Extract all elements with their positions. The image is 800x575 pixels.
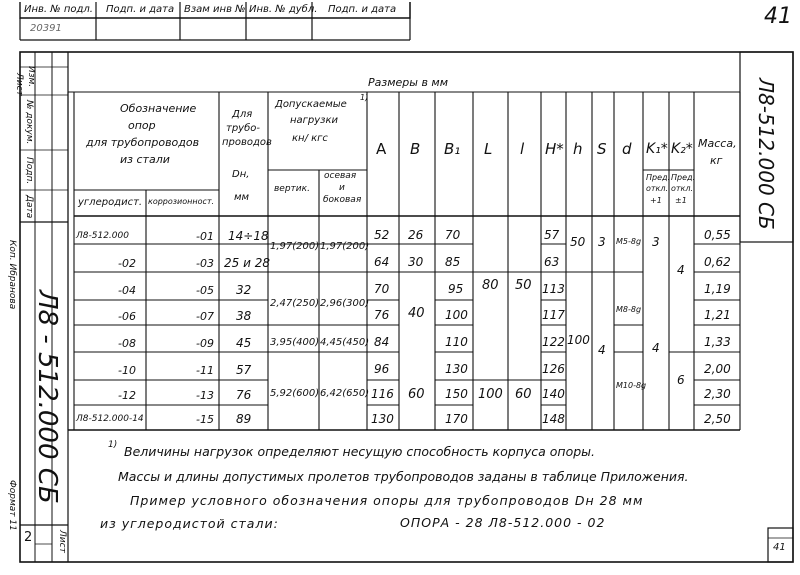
row-3-b1: 95 — [448, 282, 464, 296]
row-8-h: 148 — [542, 412, 565, 426]
k2-group-1: 4 — [677, 263, 685, 277]
d-group-2: М8-8g — [616, 305, 642, 314]
row-4-mass: 1,21 — [704, 308, 731, 322]
row-7-b1: 150 — [445, 387, 468, 401]
h-dn-5: мм — [234, 192, 250, 203]
note-line-1: Величины нагрузок определяют несущую способность корпуса опоры. — [124, 444, 596, 459]
h-dn-3: проводов — [222, 137, 272, 148]
l-group-2: 60 — [515, 387, 532, 402]
b-group-1: 26 — [408, 228, 424, 242]
h-vert: вертик. — [274, 184, 310, 194]
b-group-2: 30 — [408, 255, 424, 269]
row-3-corr: -05 — [196, 284, 214, 297]
row-6-dn: 57 — [236, 363, 252, 377]
h-k1-sub-3: +1 — [650, 196, 662, 205]
h-k1-sub-2: откл. — [646, 184, 669, 193]
h-axial-3: боковая — [323, 195, 362, 205]
h-col-k2: K₂* — [671, 141, 693, 157]
row-4-dn: 38 — [236, 309, 252, 323]
row-5-corr: -09 — [196, 337, 214, 350]
row-3-a: 70 — [374, 282, 390, 296]
row-2-a: 64 — [374, 255, 390, 269]
stamp-inv-podl: Инв. № подл. — [24, 4, 93, 15]
stamp-podp-data-2: Подп. и дата — [328, 4, 397, 15]
row-3-h: 113 — [542, 282, 565, 296]
h-col-l-big: L — [484, 140, 493, 158]
h-designation-3: для трубопроводов — [86, 136, 200, 149]
h-mass-1: Масса, — [698, 137, 737, 150]
note-line-4-left: из углеродистой стали: — [100, 516, 279, 531]
h-loads-note: 1) — [360, 93, 369, 102]
row-4-b1: 100 — [445, 308, 468, 322]
h-col-k1: K₁* — [646, 141, 668, 157]
row-1-corr: -01 — [196, 230, 214, 243]
k2-group-2: 6 — [677, 373, 685, 387]
stamp-vzam-inv: Взам инв № — [184, 4, 246, 15]
h-dn-2: трубо- — [226, 123, 260, 134]
row-6-mass: 2,00 — [704, 362, 731, 376]
L-group-2: 100 — [478, 387, 503, 402]
row-8-a: 130 — [371, 412, 394, 426]
row-1-mass: 0,55 — [704, 228, 731, 242]
load-3-vert: 3,95(400) — [270, 337, 320, 348]
h-col-h: h — [573, 140, 583, 158]
load-2-axial: 2,96(300) — [320, 298, 370, 309]
row-6-carbon: -10 — [118, 364, 136, 377]
sheet-number: 2 — [24, 530, 33, 545]
row-2-b1: 85 — [445, 255, 461, 269]
sheet-label: Лист — [57, 530, 67, 553]
row-8-dn: 89 — [236, 412, 252, 426]
side-label-data: Дата — [24, 195, 34, 219]
h-corrosion: коррозионност. — [148, 197, 215, 206]
h-dn-1: Для — [232, 109, 253, 120]
row-4-a: 76 — [374, 308, 390, 322]
row-6-corr: -11 — [196, 364, 214, 377]
stamp-inv-dubl: Инв. № дубл. — [249, 4, 318, 15]
row-4-h: 117 — [542, 308, 565, 322]
row-5-b1: 110 — [445, 335, 468, 349]
doc-code-left: Л8 - 512.000 СБ — [32, 290, 62, 504]
doc-code-right: Л8-512.000 СБ — [754, 78, 778, 230]
row-2-mass: 0,62 — [704, 255, 731, 269]
h-designation-4: из стали — [120, 153, 170, 166]
row-1-a: 52 — [374, 228, 390, 242]
h-carbon: углеродист. — [78, 197, 143, 208]
row-5-mass: 1,33 — [704, 335, 731, 349]
row-8-b1: 170 — [445, 412, 468, 426]
side-label-dokum: № докум. — [24, 100, 34, 145]
k1-group-2: 4 — [652, 341, 660, 355]
row-3-carbon: -04 — [118, 284, 136, 297]
row-2-carbon: -02 — [118, 257, 136, 270]
sizes-header: Размеры в мм — [368, 76, 449, 89]
h-k2-sub-3: ±1 — [675, 196, 687, 205]
side-label-izm: Изм. — [26, 66, 36, 88]
row-1-dn: 14÷18 — [228, 229, 269, 243]
h-designation-1: Обозначение — [120, 102, 197, 115]
footnote-mark: 1) — [108, 440, 118, 450]
h-k1-sub-1: Пред. — [646, 173, 671, 182]
h-k2-sub-1: Пред. — [671, 173, 696, 182]
h-col-h-star: H* — [545, 140, 564, 158]
b-group-4: 60 — [408, 387, 425, 402]
load-4-vert: 5,92(600) — [270, 388, 320, 399]
row-1-carbon: Л8-512.000 — [76, 231, 129, 241]
h-col-d: d — [622, 140, 632, 158]
row-5-dn: 45 — [236, 336, 252, 350]
h-loads-2: нагрузки — [290, 115, 339, 126]
h-col-b1: B₁ — [444, 140, 461, 158]
page-number-bottom: 41 — [773, 542, 786, 553]
load-1-axial: 1,97(200) — [320, 241, 370, 252]
row-7-a: 116 — [371, 387, 394, 401]
row-8-mass: 2,50 — [704, 412, 731, 426]
k1-group-1: 3 — [652, 235, 660, 249]
h-col-l: l — [520, 140, 525, 158]
h-col-a: A — [376, 140, 387, 158]
d-group-1: М5-8g — [616, 237, 642, 246]
s-group-1: 3 — [598, 235, 606, 249]
side-label-podp: Подп. — [24, 157, 34, 185]
h-loads-1: Допускаемые — [275, 99, 347, 110]
d-group-3: М10-8g — [616, 381, 647, 390]
row-2-h: 63 — [544, 255, 560, 269]
h-k2-sub-2: откл. — [671, 184, 694, 193]
L-group-1: 80 — [482, 278, 499, 293]
h-group-2: 100 — [567, 333, 590, 347]
row-5-carbon: -08 — [118, 337, 136, 350]
load-4-axial: 6,42(650) — [320, 388, 370, 399]
row-6-b1: 130 — [445, 362, 468, 376]
row-3-mass: 1,19 — [704, 282, 731, 296]
stamp-inv-value: 20391 — [30, 23, 62, 34]
row-7-dn: 76 — [236, 388, 252, 402]
h-group-1: 50 — [570, 235, 586, 249]
load-3-axial: 4,45(450) — [320, 337, 370, 348]
row-5-h: 122 — [542, 335, 565, 349]
h-axial-1: осевая — [324, 171, 357, 181]
row-6-a: 96 — [374, 362, 390, 376]
h-mass-2: кг — [710, 154, 723, 167]
row-1-h: 57 — [544, 228, 560, 242]
row-1-b1: 70 — [445, 228, 461, 242]
l-group-1: 50 — [515, 278, 532, 293]
row-4-corr: -07 — [196, 310, 214, 323]
load-2-vert: 2,47(250) — [270, 298, 320, 309]
row-7-corr: -13 — [196, 389, 214, 402]
h-dn-4: Dн, — [232, 169, 250, 180]
b-group-3: 40 — [408, 306, 425, 321]
row-8-carbon: Л8-512.000-14 — [76, 414, 144, 424]
note-line-4-right: ОПОРА - 28 Л8-512.000 - 02 — [400, 515, 606, 530]
row-3-dn: 32 — [236, 283, 252, 297]
page-number-top: 41 — [764, 4, 792, 29]
h-col-b: B — [410, 140, 421, 158]
row-7-mass: 2,30 — [704, 387, 731, 401]
format-label: Формат 11 — [7, 480, 17, 531]
row-6-h: 126 — [542, 362, 565, 376]
row-8-corr: -15 — [196, 413, 214, 426]
side-label-list: Лист — [14, 73, 24, 96]
h-designation-2: опор — [128, 119, 156, 132]
row-7-h: 140 — [542, 387, 565, 401]
h-col-s: S — [597, 140, 607, 158]
row-7-carbon: -12 — [118, 389, 136, 402]
note-line-3: Пример условного обозначения опоры для трубопроводов Dн 28 мм — [130, 493, 644, 508]
row-4-carbon: -06 — [118, 310, 136, 323]
stamp-podp-data: Подп. и дата — [106, 4, 175, 15]
h-axial-2: и — [339, 183, 345, 193]
s-group-2: 4 — [598, 343, 606, 357]
h-loads-3: кн/ кгс — [292, 133, 328, 144]
note-line-2: Массы и длины допустимых пролетов трубопроводов заданы в таблице Приложения. — [118, 469, 689, 484]
load-1-vert: 1,97(200) — [270, 241, 320, 252]
kop-label: Коп. Ибранова — [7, 240, 17, 310]
row-2-corr: -03 — [196, 257, 214, 270]
row-5-a: 84 — [374, 335, 390, 349]
row-2-dn: 25 и 28 — [224, 256, 270, 270]
